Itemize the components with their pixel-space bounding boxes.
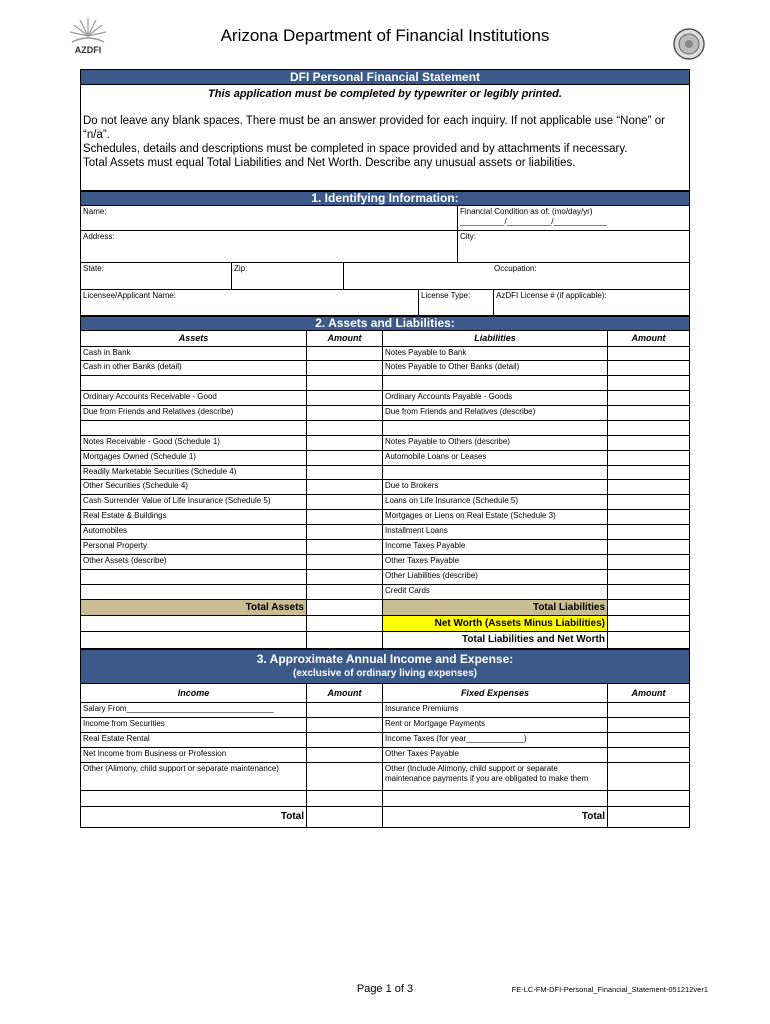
section3-title: 3. Approximate Annual Income and Expense: [256,652,514,666]
liability-amount-field[interactable] [607,466,689,479]
liability-label: Automobile Loans or Leases [382,451,607,465]
table-row [80,347,690,361]
liability-amount-field[interactable] [607,495,689,509]
asset-label: Due from Friends and Relatives (describe) [83,407,234,416]
agency-name: Arizona Department of Financial Institutions [220,26,550,45]
table-row [80,525,690,540]
asset-label [81,421,306,435]
net-worth-row [80,616,690,632]
table-row [80,763,690,791]
table-row [80,718,690,733]
asset-label: Personal Property [83,541,148,550]
liability-label [382,466,607,479]
asset-label: Cash Surrender Value of Life Insurance (Schedule 5) [83,496,271,505]
liability-amount-field[interactable] [607,436,689,450]
asset-label: Other Assets (describe) [83,556,167,565]
expense-label: Rent or Mortgage Payments [382,718,607,732]
liability-amount-field[interactable] [607,376,689,390]
liability-amount-field[interactable] [607,585,689,599]
asset-amount-field[interactable] [306,555,382,569]
section3-title-block [80,649,690,684]
assets-column-header: Assets [178,333,209,343]
liabilities-column-header: Liabilities [382,331,607,346]
table-row [80,733,690,748]
liability-amount-field[interactable] [607,451,689,465]
asset-label [81,585,306,599]
liability-amount-field[interactable] [607,525,689,539]
asset-amount-field[interactable] [306,585,382,599]
liability-label: Notes Payable to Others (describe) [382,436,607,450]
expense-label: Insurance Premiums [382,703,607,717]
net-worth-label: Net Worth (Assets Minus Liabilities) [382,616,607,631]
state-seal-icon [673,28,705,60]
total-liabilities-net-worth-row [80,632,690,649]
asset-label [81,376,306,390]
financial-condition-field[interactable]: Financial Condition as of: (mo/day/yr) __________/__________/____________ [457,206,689,230]
income-amount-field[interactable] [306,763,382,790]
asset-amount-field[interactable] [306,510,382,524]
asset-label: Mortgages Owned (Schedule 1) [83,452,196,461]
income-label: Income from Securities [83,719,165,728]
table-row [80,540,690,555]
asset-amount-field[interactable] [306,421,382,435]
expense-amount-field[interactable] [607,703,689,717]
svg-text:AZDFI: AZDFI [74,45,102,55]
table-row [80,436,690,451]
total-liabilities-net-worth-amount[interactable] [607,632,689,648]
table-row [80,406,690,421]
liability-amount-field[interactable] [607,555,689,569]
table-row [80,361,690,376]
liability-label: Credit Cards [382,585,607,599]
asset-amount-field[interactable] [306,376,382,390]
liability-label [382,421,607,435]
state-row [80,263,690,290]
total-assets-label: Total Assets [81,600,306,615]
table-row [80,480,690,495]
asset-label: Cash in other Banks (detail) [83,362,182,371]
expense-total-amount[interactable] [607,807,689,827]
license-type-field[interactable]: License Type: [418,290,493,315]
expense-label: Other (Include Alimony, child support or separate maintenance payments if you are obligated to make them [382,763,607,790]
total-liabilities-label: Total Liabilities [382,600,607,615]
amount-column-header: Amount [607,331,689,346]
asset-amount-field[interactable] [306,391,382,405]
liability-label: Other Taxes Payable [382,555,607,569]
expense-total-label: Total [382,807,607,827]
assets-liabilities-table [80,347,690,600]
asset-amount-field[interactable] [306,480,382,494]
income-column-header: Income [177,688,210,698]
section2-title: 2. Assets and Liabilities: [80,316,690,331]
address-row [80,231,690,263]
table-row [80,570,690,585]
asset-amount-field[interactable] [306,406,382,420]
expense-amount-field[interactable] [607,718,689,732]
liability-label: Installment Loans [382,525,607,539]
income-label: Real Estate Rental [83,734,150,743]
instructions-block [80,85,690,191]
name-field[interactable]: Name: [83,207,107,216]
instruction-line: Do not leave any blank spaces. There must be an answer provided for each inquiry. If not applicable use “None” or “n/a”. [83,115,665,141]
asset-amount-field[interactable] [306,466,382,479]
table-row [80,421,690,436]
form-id: FE-LC-FM-DFI-Personal_Financial_Statement-051212ver1 [511,985,708,994]
section3-subtitle: (exclusive of ordinary living expenses) [293,668,477,679]
asset-amount-field[interactable] [306,436,382,450]
page-number: Page 1 of 3 [356,983,414,995]
liability-amount-field[interactable] [607,347,689,360]
financial-statement-form [80,69,690,828]
expense-amount-field[interactable] [607,763,689,790]
income-label: Net Income from Business or Profession [83,749,227,758]
income-amount-field[interactable] [306,718,382,732]
income-amount-field[interactable] [306,791,382,806]
liability-amount-field[interactable] [607,391,689,405]
total-liabilities-net-worth-label: Total Liabilities and Net Worth [382,632,607,648]
instruction-line: Schedules, details and descriptions must be completed in space provided and by attachments if necessary. [83,143,628,155]
form-title: DFI Personal Financial Statement [80,69,690,85]
asset-amount-field[interactable] [306,361,382,375]
income-amount-field[interactable] [306,703,382,717]
liability-label: Income Taxes Payable [382,540,607,554]
liability-amount-field[interactable] [607,421,689,435]
asset-label: Other Securities (Schedule 4) [83,481,188,490]
liability-amount-field[interactable] [607,540,689,554]
asset-amount-field[interactable] [306,451,382,465]
address-field[interactable]: Address: [83,232,115,241]
licensee-row [80,290,690,316]
state-field[interactable]: State: [83,264,104,273]
licensee-name-field[interactable]: Licensee/Applicant Name: [83,291,176,300]
license-number-field[interactable]: AzDFI License # (if applicable): [493,290,689,315]
income-total-row [80,807,690,828]
income-amount-field[interactable] [306,733,382,747]
occupation-field[interactable]: Occupation: [343,263,689,289]
zip-field[interactable]: Zip: [231,263,343,289]
expense-label [382,791,607,806]
name-row [80,206,690,231]
table-row [80,791,690,807]
asset-label: Readily Marketable Securities (Schedule 4) [83,467,237,476]
expense-label: Income Taxes (for year_____________) [382,733,607,747]
amount-column-header: Amount [607,684,689,702]
expense-label: Other Taxes Payable [382,748,607,762]
asset-amount-field[interactable] [306,540,382,554]
amount-column-header: Amount [306,331,382,346]
liability-amount-field[interactable] [607,406,689,420]
total-assets-row [80,600,690,616]
liability-label: Due from Friends and Relatives (describe) [382,406,607,420]
liability-amount-field[interactable] [607,510,689,524]
income-amount-field[interactable] [306,748,382,762]
asset-amount-field[interactable] [306,525,382,539]
asset-label: Cash in Bank [83,348,131,357]
income-expense-table [80,703,690,807]
asset-label: Real Estate & Buildings [83,511,167,520]
form-subtitle: This application must be completed by typewriter or legibly printed. [208,88,562,100]
income-label: Other (Alimony, child support or separate maintenance) [83,764,279,773]
table-row [80,495,690,510]
table-row [80,748,690,763]
table-row [80,376,690,391]
liability-label: Notes Payable to Other Banks (detail) [382,361,607,375]
liability-amount-field[interactable] [607,570,689,584]
asset-amount-field[interactable] [306,495,382,509]
asset-amount-field[interactable] [306,347,382,360]
asset-label [81,570,306,584]
liability-label [382,376,607,390]
total-liabilities-amount[interactable] [607,600,689,615]
table-row [80,391,690,406]
fixed-expenses-column-header: Fixed Expenses [382,684,607,702]
liability-label: Ordinary Accounts Payable - Goods [382,391,607,405]
assets-header-row [80,331,690,347]
asset-label: Ordinary Accounts Receivable - Good [83,392,217,401]
liability-label: Mortgages or Liens on Real Estate (Schedule 3) [382,510,607,524]
amount-column-header: Amount [306,684,382,702]
asset-amount-field[interactable] [306,570,382,584]
table-row [80,510,690,525]
table-row [80,451,690,466]
section1-title: 1. Identifying Information: [80,191,690,206]
asset-label: Automobiles [83,526,128,535]
liability-label: Notes Payable to Bank [382,347,607,360]
expense-amount-field[interactable] [607,791,689,806]
net-worth-amount[interactable] [607,616,689,631]
income-total-amount[interactable] [306,807,382,827]
liability-label: Due to Brokers [382,480,607,494]
expense-amount-field[interactable] [607,748,689,762]
city-field[interactable]: City: [457,231,689,262]
asset-label: Notes Receivable - Good (Schedule 1) [83,437,220,446]
income-header-row [80,684,690,703]
instruction-line: Total Assets must equal Total Liabilities and Net Worth. Describe any unusual assets or liabilities. [83,157,576,169]
liability-label: Other Liabilities (describe) [382,570,607,584]
total-assets-amount[interactable] [306,600,382,615]
liability-amount-field[interactable] [607,480,689,494]
table-row [80,585,690,600]
table-row [80,703,690,718]
expense-amount-field[interactable] [607,733,689,747]
income-total-label: Total [280,811,304,822]
table-row [80,555,690,570]
income-label: Salary From_________________________________ [83,704,274,713]
liability-amount-field[interactable] [607,361,689,375]
table-row [80,466,690,480]
liability-label: Loans on Life Insurance (Schedule 5) [382,495,607,509]
